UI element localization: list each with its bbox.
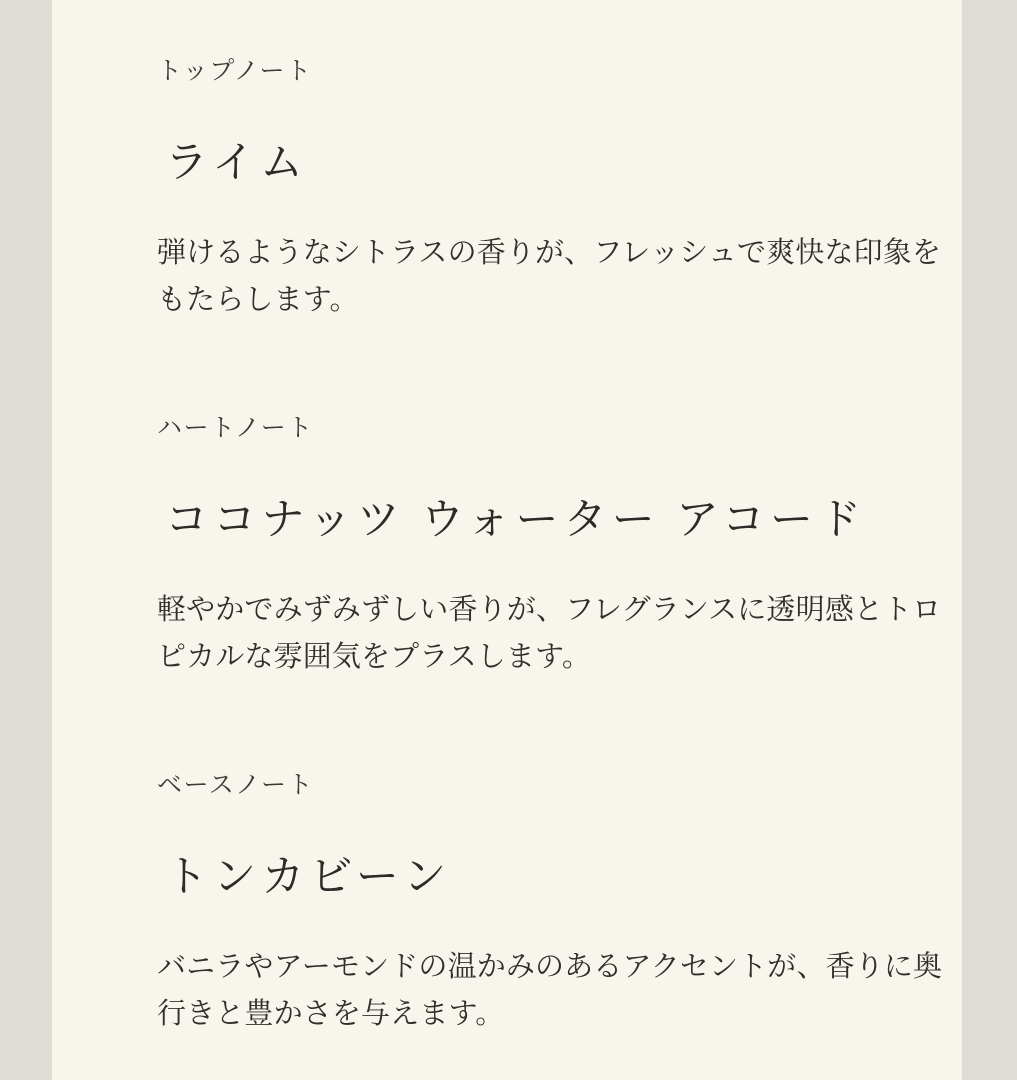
note-description: バニラやアーモンドの温かみのあるアクセントが、香りに奥行きと豊かさを与えます。 [157,950,943,1030]
fragrance-note-top [157,56,962,324]
note-name: ココナッツ ウォーター アコード [165,497,867,544]
note-description: 弾けるようなシトラスの香りが、フレッシュで爽快な印象をもたらします。 [157,236,942,316]
note-label: ベースノート [157,771,315,799]
note-description: 軽やかでみずみずしい香りが、フレグランスに透明感とトロピカルな雰囲気をプラスします。 [157,593,942,673]
note-name: ライム [165,140,309,187]
note-label: トップノート [157,57,313,85]
note-label: ハートノート [157,414,314,442]
note-name: トンカビーン [165,854,452,901]
fragrance-note-heart [157,413,962,681]
content-sheet [52,0,962,1080]
fragrance-note-base [157,770,962,1038]
